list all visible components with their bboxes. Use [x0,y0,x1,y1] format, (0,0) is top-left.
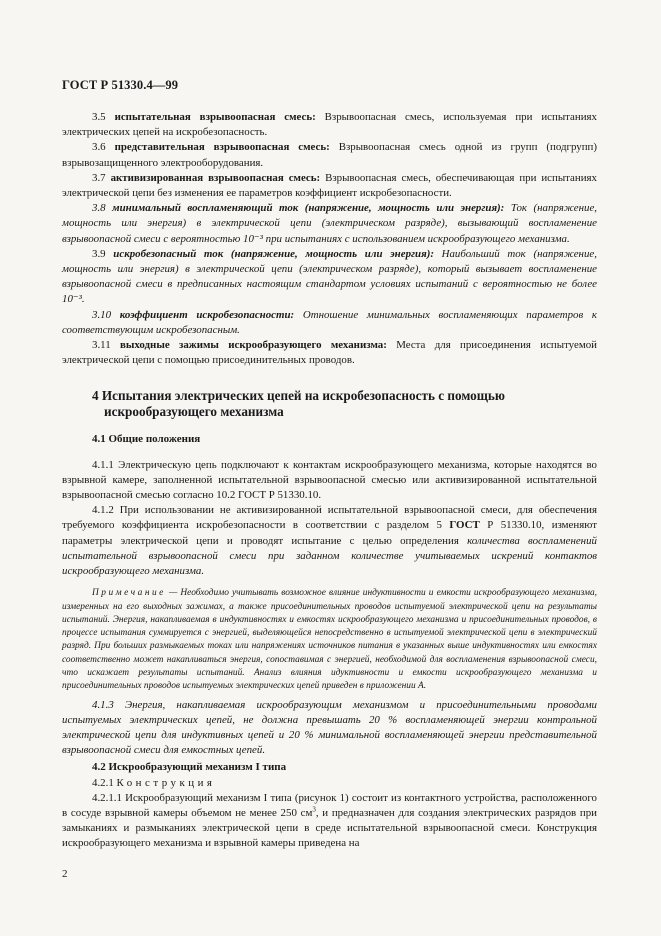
section-title-line-2: искрообразующего механизма [104,404,284,420]
definition-3-6 [62,140,597,170]
note-block [62,587,597,693]
definition-number: 3.9 [92,247,106,260]
definition-number: 3.7 [92,171,106,184]
definition-term: искробезопасный ток (напряжение, мощность или энергия): [113,247,434,260]
definition-term: активизированная взрывоопасная смесь: [110,171,321,184]
paragraph-4-1-2: 4.1.2 При использовании не активизированной испытательной взрывоопасной смеси, для обеспечения требуемого коэффициента искробезопасности в соответствии с разделом 5 ГОСТ Р 51330.10, изменяют параметры электрической цепи и проводят испытание с целью определения количества воспламенений испытательной взрывоопасной смеси при заданном количестве учитываемых искрений контактов искрообразующего механизма. [62,504,597,578]
section-4-heading [62,388,597,420]
page-number: 2 [62,868,68,880]
definition-3-8 [62,201,597,247]
definition-term: минимальный воспламеняющий ток (напряжение, мощность или энергия): [112,202,505,215]
definition-text: Наибольший ток (напряжение, мощность или энергия) в электрической цепи (электрическом разряде), который вызывает воспламенение взрывоопасной смеси в предписанных настоящим стандартом условиях испытаний с вероятностью не более 10⁻³. [62,247,597,306]
definition-term: выходные зажимы искрообразующего механизма: [119,339,387,352]
definition-number: 3.11 [92,339,111,352]
definition-3-10 [62,308,597,338]
definition-text: Ток (напряжение, мощность или энергия) в электрической цепи (электрическом разряде), вызывающий воспламенение взрывоопасной смеси с вероятностью 10⁻³ при испытаниях с использованием искрообразующего механизма. [62,202,598,245]
definition-number: 3.10 [92,308,112,321]
document-header: ГОСТ Р 51330.4—99 [62,78,179,92]
definition-3-11 [62,338,597,368]
definition-text: Взрывоопасная смесь одной из групп (подгрупп) взрывозащищенного электрооборудования. [62,141,597,169]
definition-number: 3.6 [92,141,106,154]
paragraph-4-1-1: 4.1.1 Электрическую цепь подключают к контактам искрообразующего механизма, которые находятся во взрывной камере, заполненной испытательной взрывоопасной смесью или активизированной испытательной взрывоопасной смесью согласно 10.2 ГОСТ Р 51330.10. [62,458,597,502]
definition-term: испытательная взрывоопасная смесь: [114,111,316,123]
definition-text: Отношение минимальных воспламеняющих параметров к соответствующим искробезопасным. [62,308,597,336]
definition-text: Взрывоопасная смесь, используемая при испытаниях электрических цепей на искробезопасность. [62,111,597,139]
note-label: Примечание [92,588,166,599]
paragraph-4-2-1: 4.2.1 Конструкция [92,776,216,789]
definition-term: коэффициент искробезопасности: [119,308,295,321]
subsection-4-2-heading: 4.2 Искрообразующий механизм I типа [92,761,287,774]
definition-text: Взрывоопасная смесь, обеспечивающая при испытаниях электрической цепи без изменения ее параметров коэффициент искробезопасности. [62,171,598,200]
paragraph-4-1-3: 4.1.3 Энергия, накапливаемая искрообразующим механизмом и присоединительными проводами испытуемых электрических цепей, не должна превышать 20 % воспламеняющей энергии контрольной электрической цепи для индуктивных цепей и 20 % минимальной воспламеняющей энергии представительной взрывоопасной смеси для емкостных цепей. [62,698,597,757]
definition-3-9 [62,247,597,308]
definition-term: представительная взрывоопасная смесь: [114,141,330,154]
page-content [62,110,597,852]
definition-3-7 [62,171,597,201]
subsection-4-1-heading: 4.1 Общие положения [92,433,201,446]
note-text: — Необходимо учитывать возможное влияние индуктивности и емкости искрообразующего механизма, измеренных на его выходных зажимах, а также присоединительных проводов испытуемой электрической цепи на результаты испытаний. Энергия, накапливаемая в индуктивностях и емкостях искрообразующего механизма и присоединительных проводов, в процессе испытания суммируется с энергией, выделяющейся непосредственно в испытуемой электрической цепи в электрический разряд. При больших размыкаемых токах или напряжениях источников питания в указанных выше индуктивностях или емкостях соответственно может накапливаться энергия, сопоставимая с энергией, необходимой для воспламенения взрывоопасной смеси, что искажает результаты испытаний. Анализ влияния идуктивности и емкости искрообразующего механизма и присоединительных проводов испытуемых электрических цепей приведен в приложении А. [62,588,598,692]
definition-number: 3.5 [92,111,106,123]
definition-number: 3.8 [92,202,106,215]
section-title-line-1: 4 Испытания электрических цепей на искробезопасность с помощью [92,388,505,404]
definition-text: Места для присоединения испытуемой электрической цепи с помощью присоединительных проводов. [62,339,597,367]
definition-3-5 [62,110,597,140]
paragraph-4-2-1-1: 4.2.1.1 Искрообразующий механизм I типа (рисунок 1) состоит из контактного устройства, расположенного в сосуде взрывной камеры объемом не менее 250 $см^3$, и предназначен для создания электрических разрядов при замыканиях и размыканиях электрической цепи в среде испытательной взрывоопасной смеси. Конструкция искрообразующего механизма и взрывной камеры приведена на [62,791,597,850]
